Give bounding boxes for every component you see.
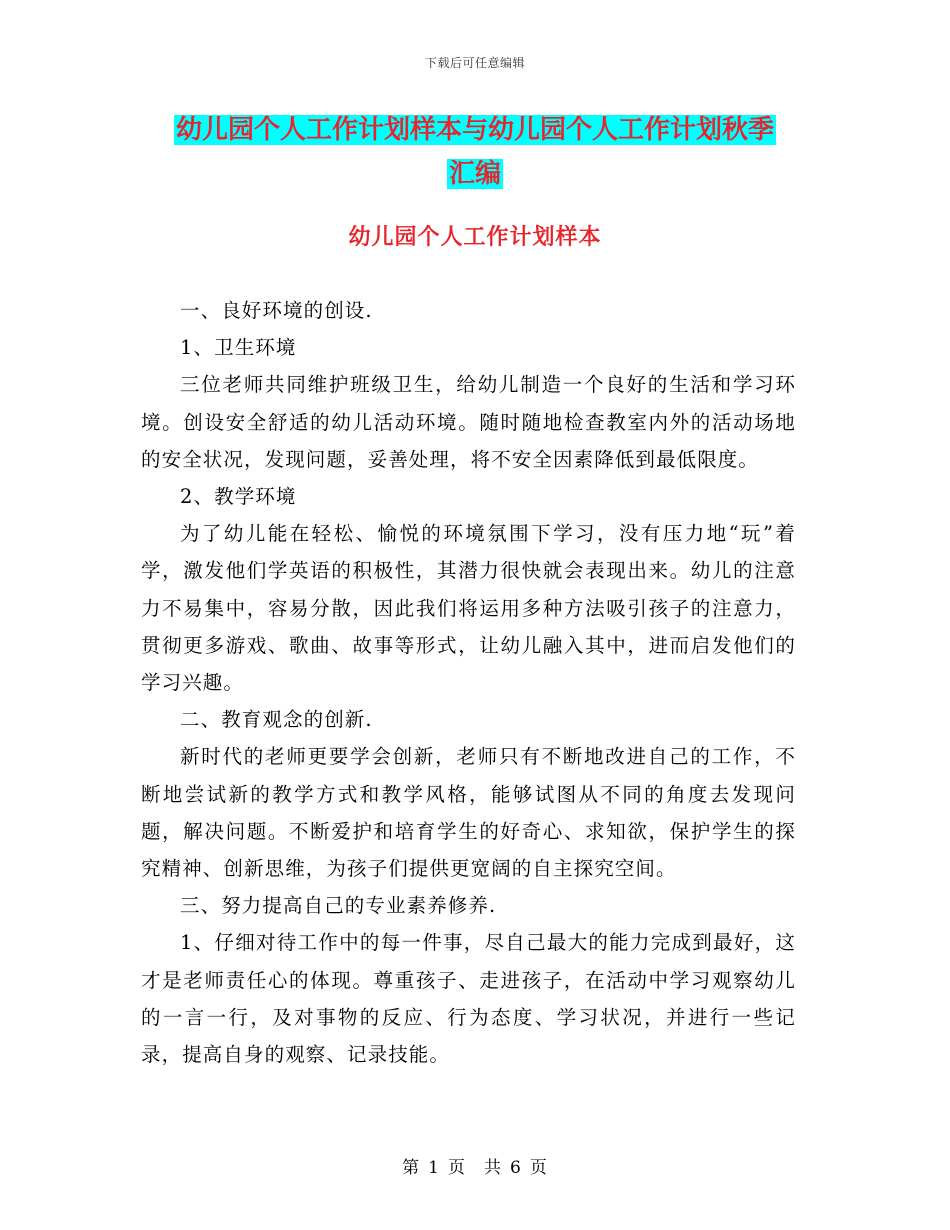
document-body (141, 292, 796, 1073)
footer-suffix: 页 (529, 1158, 548, 1178)
paragraph-teaching: 为了幼儿能在轻松、愉悦的环境氛围下学习，没有压力地“玩”着学，激发他们学英语的积极性，其潜力很快就会表现出来。幼儿的注意力不易集中，容易分散，因此我们将运用多种方法吸引孩子的注意力，贯彻更多游戏、歌曲、故事等形式，让幼儿融入其中，进而启发他们的学习兴趣。 (141, 522, 796, 695)
heading-environment: 一、良好环境的创设. (180, 299, 373, 322)
document-title-line-1: 幼儿园个人工作计划样本与幼儿园个人工作计划秋季 (175, 115, 774, 145)
heading-professional: 三、努力提高自己的专业素养修养. (180, 894, 497, 918)
footer-total-pages: 6 (510, 1158, 522, 1178)
page-footer (0, 1153, 950, 1178)
document-title-line-2: 汇编 (448, 159, 501, 189)
section-title: 幼儿园个人工作计划样本 (348, 224, 602, 250)
paragraph-hygiene: 三位老师共同维护班级卫生，给幼儿制造一个良好的生活和学习环境。创设安全舒适的幼儿活动环境。随时随地检查教室内外的活动场地的安全状况，发现问题，妥善处理，将不安全因素降低到最低限度。 (141, 373, 796, 471)
footer-middle: 页 共 (448, 1158, 502, 1178)
paragraph-innovation: 新时代的老师更要学会创新，老师只有不断地改进自己的工作，不断地尝试新的教学方式和教学风格，能够试图从不同的角度去发现问题，解决问题。不断爱护和培育学生的好奇心、求知欲，保护学生的探究精神、创新思维，为孩子们提供更宽阔的自主探究空间。 (141, 745, 796, 881)
heading-innovation: 二、教育观念的创新. (180, 708, 373, 732)
header-note: 下载后可任意编辑 (424, 56, 525, 70)
document-title (140, 108, 810, 196)
footer-page-number: 1 (428, 1158, 440, 1178)
subheading-teaching: 2、教学环境 (180, 485, 297, 509)
footer-prefix: 第 (402, 1158, 421, 1178)
paragraph-professional: 1、仔细对待工作中的每一件事，尽自己最大的能力完成到最好，这才是老师责任心的体现。尊重孩子、走进孩子，在活动中学习观察幼儿的一言一行，及对事物的反应、行为态度、学习状况，并进行一些记录，提高自身的观察、记录技能。 (141, 931, 796, 1067)
subheading-hygiene: 1、卫生环境 (180, 336, 297, 360)
